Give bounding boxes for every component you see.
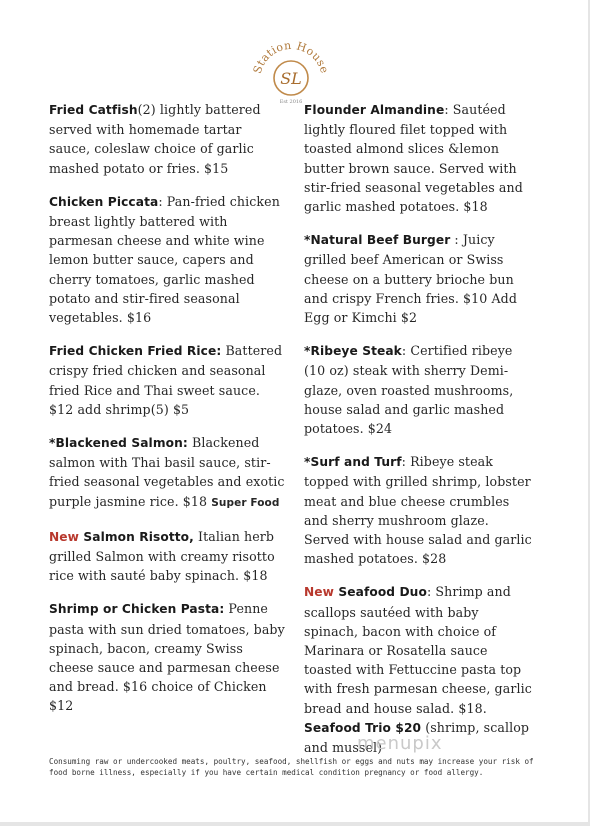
menu-item-blackened-salmon [49,433,285,513]
menu-item-seafood-duo [304,582,536,757]
seafood-trio-name: Seafood Trio $20 [304,720,422,735]
menu-item-chicken-piccata [49,192,285,327]
new-label: New [49,529,80,544]
item-prefix: * [304,455,311,470]
item-prefix: * [49,436,56,451]
seafood-trio-description: (shrimp, scallop and mussel) [304,719,530,756]
menu-item-salmon-risotto [49,527,285,586]
item-name: Seafood Duo [334,585,427,600]
menu-item-flounder-almandine [304,100,536,216]
menu-item-natural-beef-burger [304,230,536,327]
menu-item-surf-and-turf [304,452,536,568]
item-description: : Ribeye steak topped with grilled shrimp, lobster meat and blue cheese crumbles and sherry mushroom glaze. Served with house salad and garlic mashed potatoes. $28 [304,454,532,567]
menu-item-shrimp-or-chicken-pasta [49,599,285,715]
item-name: Ribeye Steak [310,344,402,359]
logo-emblem-icon [248,34,334,110]
item-name: Flounder Almandine [304,103,445,117]
menu-item-ribeye-steak [304,341,536,438]
item-name: Salmon Risotto, [79,529,194,544]
item-description: Blackened salmon with Thai basil sauce, stir- fried seasonal vegetables and exotic purple jasmine rice. $18 [49,435,285,509]
item-description: : Shrimp and scallops sautéed with baby spinach, bacon with choice of Marinara or Rosatella sauce toasted with Fettuccine pasta top with fresh parmesan cheese, garlic bread and house salad. $18. [304,584,532,716]
item-description: Penne pasta with sun dried tomatoes, baby spinach, bacon, creamy Swiss cheese sauce and parmesan cheese and bread. $16 choice of Chicken $12 [49,601,285,714]
item-name: Surf and Turf [310,455,402,470]
item-description: (2) lightly battered served with homemade tartar sauce, coleslaw choice of garlic mashed potato or fries. $15 [49,102,261,176]
logo-arc-text: Station House [250,38,332,76]
item-description: Italian herb grilled Salmon with creamy risotto rice with sauté baby spinach. $18 [49,528,275,584]
item-description: Battered crispy fried chicken and seasonal fried Rice and Thai sweet sauce. $12 add shrimp(5) $5 [49,343,283,417]
item-name: Blackened Salmon: [55,436,188,451]
left-menu-column [49,100,285,730]
item-description: : Juicy grilled beef American or Swiss cheese on a buttery brioche bun and crispy French fries. $10 Add Egg or Kimchi $2 [304,232,518,326]
new-label: New [304,585,335,600]
super-food-tag: Super Food [211,496,280,509]
item-name: Chicken Piccata [49,194,159,209]
logo-monogram: SL [280,69,302,88]
item-description: : Pan-fried chicken breast lightly battered with parmesan cheese and white wine lemon butter sauce, capers and cherry tomatoes, garlic mashed potato and stir-fired seasonal vegetables. $16 [49,193,280,326]
item-description: : Certified ribeye (10 oz) steak with sherry Demi-glaze, oven roasted mushrooms, house salad and garlic mashed potatoes. $24 [304,343,514,437]
right-menu-column [304,100,536,771]
item-name: Fried Catfish [49,103,138,117]
item-name: Shrimp or Chicken Pasta: [49,602,225,617]
item-prefix: * [304,344,311,359]
menu-item-fried-catfish [49,100,285,178]
item-description: : Sautéed lightly floured filet topped with toasted almond slices &lemon butter brown sauce. Served with stir-fried seasonal vegetables and garlic mashed potatoes. $18 [304,102,523,215]
menupix-watermark: menupix [357,733,443,754]
item-prefix: * [304,233,311,248]
station-house-logo [248,34,334,110]
logo-est: Est 2016 [279,99,303,105]
item-name: Natural Beef Burger [310,233,451,248]
menu-item-fried-chicken-fried-rice [49,341,285,419]
item-name: Fried Chicken Fried Rice: [49,344,222,359]
food-safety-disclaimer: Consuming raw or undercooked meats, poultry, seafood, shellfish or eggs and nuts may increase your risk of food borne illness, especially if you have certain medical condition pregnancy or food allergy. [49,757,534,777]
